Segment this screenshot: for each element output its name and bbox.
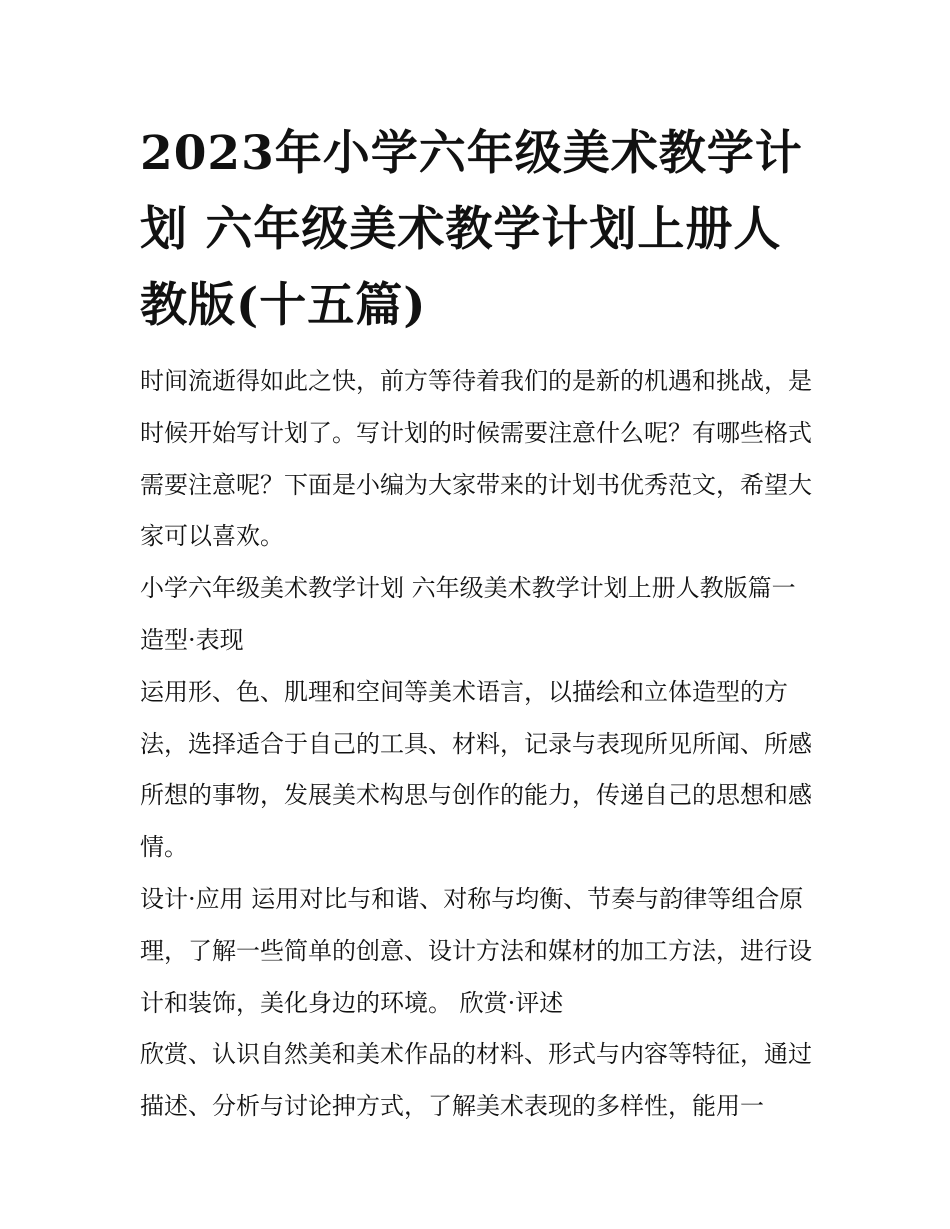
- paragraph-design: 设计·应用 运用对比与和谐、对称与均衡、节奏与韵律等组合原理，了解一些简单的创意、设计方法和媒材的加工方法，进行设计和装饰，美化身边的环境。 欣赏·评述: [140, 884, 812, 1017]
- paragraph-appreciation: 欣赏、认识自然美和美术作品的材料、形式与内容等特征，通过描述、分析与讨论抻方式，了解美术表现的多样性，能用一: [140, 1040, 812, 1121]
- document-title: 2023年小学六年级美术教学计划 六年级美术教学计划上册人教版(十五篇): [140, 126, 803, 333]
- paragraph-intro: 时间流逝得如此之快，前方等待着我们的是新的机遇和挑战，是时候开始写计划了。写计划的时候需要注意什么呢？有哪些格式需要注意呢？下面是小编为大家带来的计划书优秀范文，希望大家可以喜欢。: [140, 367, 812, 551]
- paragraph-section-heading: 小学六年级美术教学计划 六年级美术教学计划上册人教版篇一 造型·表现: [140, 574, 796, 654]
- paragraph-modeling: 运用形、色、肌理和空间等美术语言，以描绘和立体造型的方法，选择适合于自己的工具、材料，记录与表现所见所闻、所感所想的事物，发展美术构思与创作的能力，传递自己的思想和感情。: [140, 677, 812, 862]
- document-body: [140, 356, 820, 1133]
